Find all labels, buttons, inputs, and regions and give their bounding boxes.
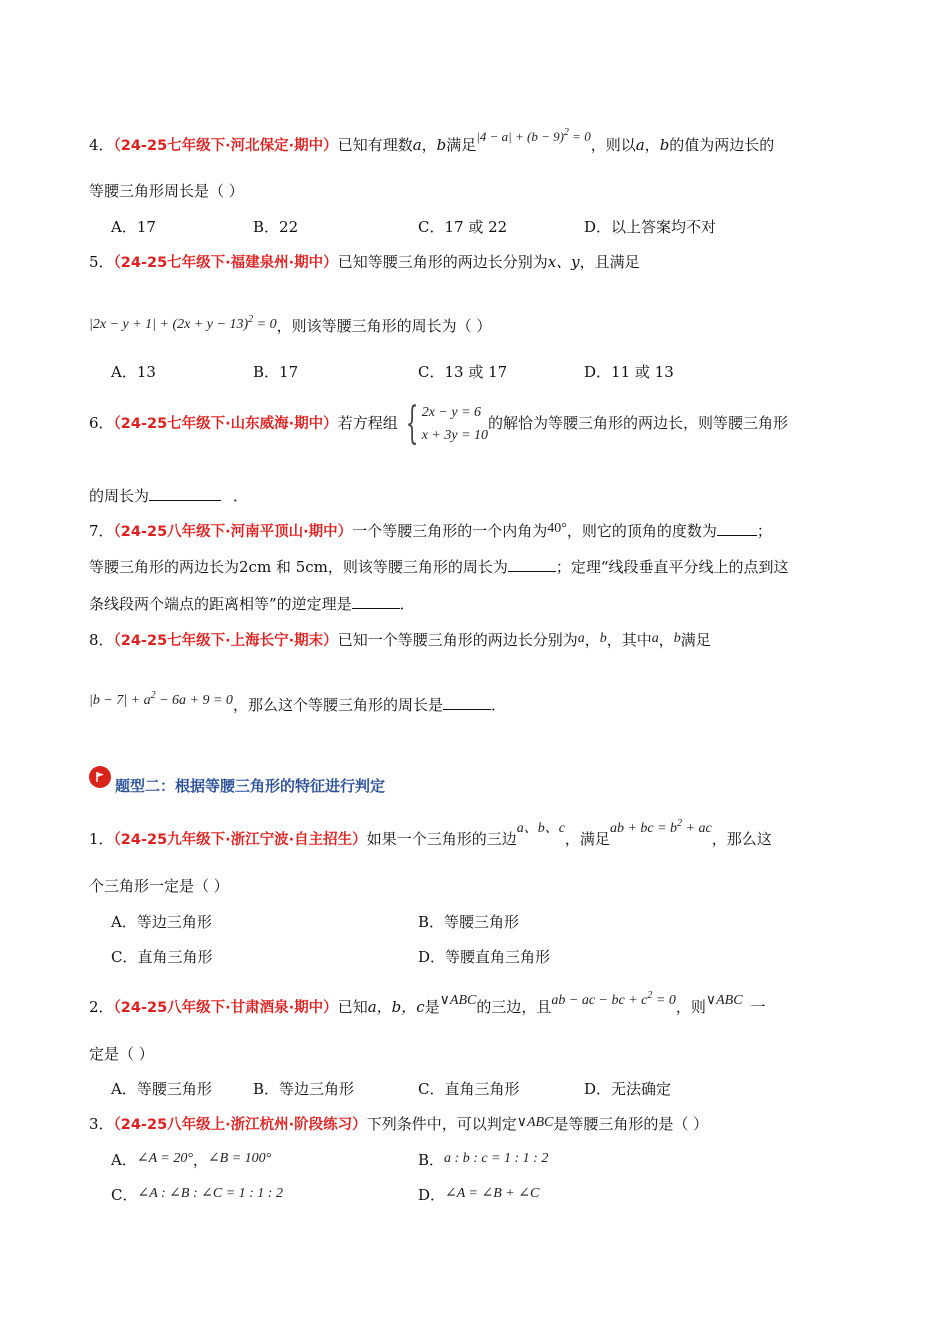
answer-blank[interactable] xyxy=(149,486,221,501)
option-c: C．直角三角形 xyxy=(418,1080,520,1098)
question-source: （24-25八年级下·甘肃酒泉·期中） xyxy=(113,1000,338,1016)
q7-line3: 条线段两个端点的距离相等”的逆定理是 ． xyxy=(89,595,415,613)
section-title: 题型二：根据等腰三角形的特征进行判定 xyxy=(115,776,386,795)
option-a: A．等腰三角形 xyxy=(111,1080,212,1098)
equation: $|b - 7| + a^2 - 6a + 9 = 0$ xyxy=(89,690,233,708)
answer-blank[interactable] xyxy=(443,695,491,710)
option-c: C．直角三角形 xyxy=(111,948,213,966)
q6-line2: 的周长为 ． xyxy=(89,487,249,505)
question-number: 8． xyxy=(89,631,114,649)
question-source: （24-25八年级上·浙江杭州·阶段练习） xyxy=(113,1117,367,1133)
option-a: A．13 xyxy=(111,363,156,381)
q8-line2: $|b - 7| + a^2 - 6a + 9 = 0$，那么这个等腰三角形的周长是 ． xyxy=(89,690,506,714)
option-b: B．等腰三角形 xyxy=(418,913,520,931)
equation: ab + bc = $b^2$ + ac xyxy=(609,818,712,836)
question-number: 6． xyxy=(89,414,114,432)
equation: $|4 - a| + (b - 9)^2 = 0$ xyxy=(476,127,591,144)
question-source: （24-25七年级下·上海长宁·期末） xyxy=(113,633,338,649)
equation-system: { 2x − y = 6 x + 3y = 10 xyxy=(405,398,489,449)
p3-line1: 3．（24-25八年级上·浙江杭州·阶段练习）下列条件中，可以判定∨ABC是等腰三角形的是（ ） xyxy=(89,1115,709,1133)
option-a: A．等边三角形 xyxy=(111,913,212,931)
question-number: 1． xyxy=(89,830,114,848)
section-heading xyxy=(89,774,385,796)
option-d: D．等腰直角三角形 xyxy=(418,948,551,966)
question-number: 5． xyxy=(89,253,114,271)
question-source: （24-25七年级下·山东威海·期中） xyxy=(113,416,338,432)
question-number: 3． xyxy=(89,1115,114,1133)
equation: $|2x - y + 1| + (2x + y - 13)^2 = 0$ xyxy=(89,314,277,332)
equation: ab − ac − bc + $c^2 = 0$ xyxy=(551,990,676,1008)
question-source: （24-25七年级下·河北保定·期中） xyxy=(113,138,338,154)
option-d: D．∠A = ∠B + ∠C xyxy=(418,1186,540,1204)
question-source: （24-25九年级下·浙江宁波·自主招生） xyxy=(113,832,367,848)
question-number: 2． xyxy=(89,998,114,1016)
option-b: B．a : b : c = 1 : 1 : 2 xyxy=(418,1151,549,1169)
option-a: A．∠A = 20°，∠B = 100° xyxy=(111,1151,272,1169)
q7-line1: 7．（24-25八年级下·河南平顶山·期中）一个等腰三角形的一个内角为40°，则它的顶角的度数为 ； xyxy=(89,521,772,540)
answer-blank[interactable] xyxy=(352,594,400,609)
question-source: （24-25八年级下·河南平顶山·期中） xyxy=(113,524,353,540)
option-c: C．13 或 17 xyxy=(418,363,508,381)
flag-icon xyxy=(89,766,111,788)
q8-line1: 8．（24-25七年级下·上海长宁·期末）已知一个等腰三角形的两边长分别为a，b，其中a，b满足 xyxy=(89,631,711,649)
q6-line1: 6．（24-25七年级下·山东威海·期中）若方程组 { 2x − y = 6 x + 3y = 10 的解恰为等腰三角形的两边长，则等腰三角形 xyxy=(89,398,789,449)
p2-line1: 2．（24-25八年级下·甘肃酒泉·期中）已知a，b，c是∨ABC的三边，且ab − ac − bc + $c^2 = 0$，则∨ABC 一 xyxy=(89,990,766,1016)
option-a: A．17 xyxy=(111,218,156,236)
question-number: 4． xyxy=(89,136,114,154)
question-number: 7． xyxy=(89,522,114,540)
option-b: B．17 xyxy=(253,363,299,381)
answer-blank[interactable] xyxy=(717,521,757,536)
q5-line2: $|2x - y + 1| + (2x + y - 13)^2 = 0$，则该等腰三角形的周长为（ ） xyxy=(89,314,492,335)
option-d: D．以上答案均不对 xyxy=(584,218,717,236)
option-c: C．∠A : ∠B : ∠C = 1 : 1 : 2 xyxy=(111,1186,283,1204)
q4-line2: 等腰三角形周长是（ ） xyxy=(89,182,244,200)
q4-line1: 4．（24-25七年级下·河北保定·期中）已知有理数a，b满足$|4 - a| + (b - 9)^2 = 0$，则以a，b的值为两边长的 xyxy=(89,127,775,154)
p1-line2: 个三角形一定是（ ） xyxy=(89,877,229,895)
option-b: B．22 xyxy=(253,218,299,236)
answer-blank[interactable] xyxy=(508,557,556,572)
q5-line1: 5．（24-25七年级下·福建泉州·期中）已知等腰三角形的两边长分别为x、y，且满足 xyxy=(89,253,640,271)
option-d: D．无法确定 xyxy=(584,1080,672,1098)
option-d: D．11 或 13 xyxy=(584,363,674,381)
option-b: B．等边三角形 xyxy=(253,1080,355,1098)
p1-line1: 1．（24-25九年级下·浙江宁波·自主招生）如果一个三角形的三边a、b、c，满足ab + bc = $b^2$ + ac，那么这 xyxy=(89,818,772,848)
question-source: （24-25七年级下·福建泉州·期中） xyxy=(113,255,338,271)
q7-line2: 等腰三角形的两边长为2cm 和 5cm，则该等腰三角形的周长为 ；定理“线段垂直平分线上的点到这 xyxy=(89,558,789,576)
p2-line2: 定是（ ） xyxy=(89,1045,154,1063)
option-c: C．17 或 22 xyxy=(418,218,508,236)
